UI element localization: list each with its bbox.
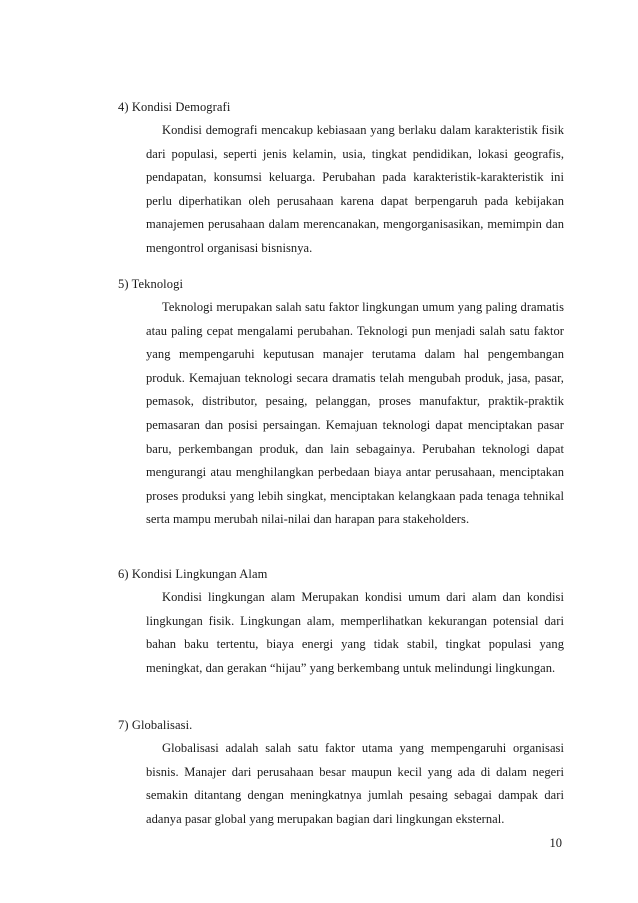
page-number: 10	[549, 836, 562, 850]
section-paragraph: Kondisi lingkungan alam Merupakan kondisi umum dari alam dan kondisi lingkungan fisik. Lingkungan alam, memperlihatkan kekurangan potensial dari bahan baku tertentu, biaya energi yang tidak stabil, tingkat populasi yang meningkat, dan gerakan “hijau” yang berkembang untuk melindungi lingkungan.	[146, 590, 564, 675]
section-heading: 7) Globalisasi.	[118, 718, 193, 732]
section-kondisi-demografi	[118, 99, 564, 261]
section-paragraph: Globalisasi adalah salah satu faktor utama yang mempengaruhi organisasi bisnis. Manajer dari perusahaan besar maupun kecil yang ada di dalam negeri semakin ditantang dengan meningkatnya jumlah pesaing sebagai dampak dari adanya pasar global yang merupakan bagian dari lingkungan eksternal.	[146, 741, 564, 826]
section-teknologi	[118, 276, 564, 532]
section-heading: 4) Kondisi Demografi	[118, 100, 231, 114]
section-paragraph: Teknologi merupakan salah satu faktor lingkungan umum yang paling dramatis atau paling cepat mengalami perubahan. Teknologi pun menjadi salah satu faktor yang mempengaruhi keputusan manajer terutama dalam hal pengembangan produk. Kemajuan teknologi secara dramatis telah mengubah produk, jasa, pasar, pemasok, distributor, pesaing, pelanggan, proses manufaktur, praktik-praktik pemasaran dan posisi persaingan. Kemajuan teknologi dapat menciptakan pasar baru, perkembangan produk, dan lain sebagainya. Perubahan teknologi dapat mengurangi atau menghilangkan perbedaan biaya antar perusahaan, menciptakan proses produksi yang lebih singkat, menciptakan kelangkaan pada tenaga tehnikal serta mampu merubah nilai-nilai dan harapan para stakeholders.	[146, 300, 564, 527]
section-kondisi-lingkungan-alam	[118, 566, 564, 680]
section-heading: 6) Kondisi Lingkungan Alam	[118, 567, 268, 581]
section-globalisasi	[118, 717, 564, 831]
section-paragraph: Kondisi demografi mencakup kebiasaan yang berlaku dalam karakteristik fisik dari populasi, seperti jenis kelamin, usia, tingkat pendidikan, lokasi geografis, pendapatan, konsumsi keluarga. Perubahan pada karakteristik-karakteristik ini perlu diperhatikan oleh perusahaan karena dapat berpengaruh pada kebijakan manajemen perusahaan dalam merencanakan, mengorganisasikan, memimpin dan mengontrol organisasi bisnisnya.	[146, 123, 564, 255]
section-heading: 5) Teknologi	[118, 277, 184, 291]
